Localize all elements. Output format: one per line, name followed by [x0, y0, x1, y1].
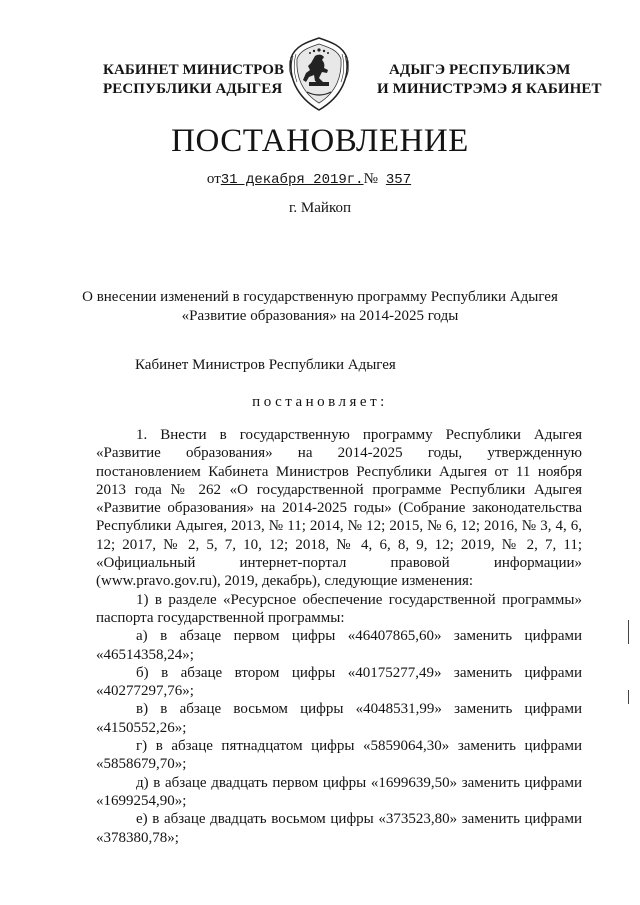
- issuer-adyghe-line-2: И МИНИСТРЭМЭ Я КАБИНЕТ: [377, 81, 602, 97]
- list-item-value: «378380,78»;: [96, 829, 179, 846]
- subject-line-2: «Развитие образования» на 2014-2025 годы: [181, 308, 459, 324]
- issuer-adyghe-line-1: АДЫГЭ РЕСПУБЛИКЭМ: [389, 62, 571, 78]
- list-item: [96, 737, 582, 774]
- document-number: 357: [385, 172, 412, 188]
- scan-margin-mark: [628, 620, 629, 644]
- issuing-body: Кабинет Министров Республики Адыгея: [135, 357, 396, 373]
- list-item-text: а) в абзаце первом цифры «46407865,60» заменить цифрами: [136, 628, 582, 645]
- list-item-value: «4150552,26»;: [96, 719, 187, 736]
- list-item-value: «40277297,76»;: [96, 683, 194, 700]
- city: г. Майкоп: [288, 200, 352, 216]
- issuer-name-russian: [103, 61, 284, 99]
- document-date: 31 декабря 2019г.: [220, 172, 364, 188]
- paragraph-1: 1. Внести в государственную программу Республики Адыгея «Развитие образования» на 2014-2025 годы, утвержденную постановлением Кабинета Министров Республики Адыгея от 11 ноября 2013 года № 262 «О государственной программе Республики Адыгея «Развитие образования» на 2014-2025 годы» (Собрание законодательства Республики Адыгея, 2013, № 11; 2014, № 12; 2015, № 6, 12; 2016, № 3, 4, 6, 12; 2017, № 2, 5, 7, 10, 12; 2018, № 4, 6, 8, 9, 12; 2019, № 2, 7, 11; «Официальный интернет-портал правовой информации» (www.pravo.gov.ru), 2019, декабрь), следующие изменения:: [96, 427, 582, 590]
- list-item-text: в) в абзаце восьмом цифры «4048531,99» заменить цифрами: [136, 701, 582, 718]
- list-item: [96, 627, 582, 664]
- paragraph-2: 1) в разделе «Ресурсное обеспечение государственной программы» паспорта государственной программы:: [96, 591, 582, 626]
- list-item: [96, 774, 582, 811]
- coat-of-arms-icon: [285, 36, 353, 112]
- list-item-value: «1699254,90»;: [96, 792, 187, 809]
- list-item-value: «46514358,24»;: [96, 646, 194, 663]
- document-body: [96, 426, 582, 847]
- list-item-value: «5858679,70»;: [96, 756, 187, 773]
- from-label: от: [206, 171, 221, 187]
- list-item-text: д) в абзаце двадцать первом цифры «1699639,50» заменить цифрами: [136, 774, 582, 791]
- number-label: №: [363, 171, 378, 187]
- scan-margin-mark: [628, 690, 629, 704]
- list-item-text: г) в абзаце пятнадцатом цифры «5859064,30» заменить цифрами: [136, 738, 582, 755]
- list-item: [96, 810, 582, 847]
- issuer-line-1: КАБИНЕТ МИНИСТРОВ: [103, 62, 285, 78]
- document-date-number: [0, 171, 640, 188]
- list-item: [96, 664, 582, 701]
- subject-line-1: О внесении изменений в государственную программу Республики Адыгея: [82, 289, 558, 305]
- resolves-word: постановляет:: [252, 394, 388, 410]
- document-subject: [80, 288, 560, 326]
- list-item: [96, 700, 582, 737]
- issuer-line-2: РЕСПУБЛИКИ АДЫГЕЯ: [103, 81, 283, 97]
- list-item-text: е) в абзаце двадцать восьмом цифры «373523,80» заменить цифрами: [136, 811, 582, 828]
- document-title: ПОСТАНОВЛЕНИЕ: [171, 123, 469, 159]
- list-item-text: б) в абзаце втором цифры «40175277,49» заменить цифрами: [136, 664, 582, 681]
- issuer-name-adyghe: [377, 61, 602, 99]
